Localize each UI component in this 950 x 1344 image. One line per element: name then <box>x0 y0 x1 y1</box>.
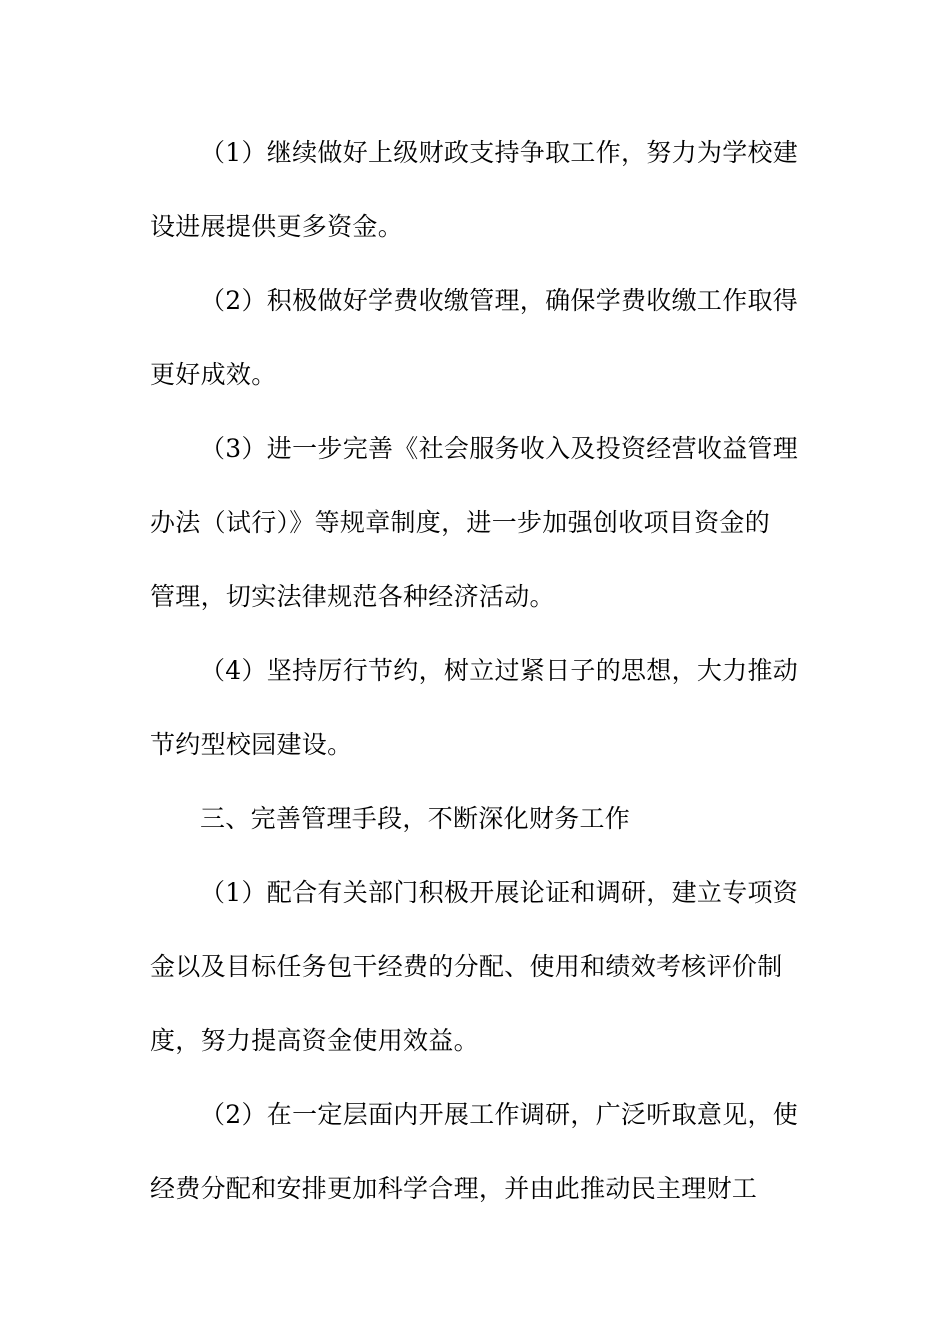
paragraph-3-line-1: （3）进一步完善《社会服务收入及投资经营收益管理 <box>200 434 799 463</box>
paragraph-3-line-2: 办法（试行）》等规章制度，进一步加强创收项目资金的 <box>150 508 771 537</box>
paragraph-5-line-3: 度，努力提高资金使用效益。 <box>150 1026 479 1055</box>
paragraph-1-line-2: 设进展提供更多资金。 <box>150 212 404 241</box>
paragraph-4-line-2: 节约型校园建设。 <box>150 730 353 759</box>
paragraph-1-line-1: （1）继续做好上级财政支持争取工作，努力为学校建 <box>200 138 799 167</box>
paragraph-6-line-2: 经费分配和安排更加科学合理，并由此推动民主理财工 <box>150 1174 758 1203</box>
section-heading: 三、完善管理手段，不断深化财务工作 <box>200 804 631 833</box>
paragraph-6-line-1: （2）在一定层面内开展工作调研，广泛听取意见，使 <box>200 1100 799 1129</box>
paragraph-5-line-1: （1）配合有关部门积极开展论证和调研，建立专项资 <box>200 878 799 907</box>
paragraph-2-line-1: （2）积极做好学费收缴管理，确保学费收缴工作取得 <box>200 286 799 315</box>
paragraph-4-line-1: （4）坚持厉行节约，树立过紧日子的思想，大力推动 <box>200 656 799 685</box>
paragraph-5-line-2: 金以及目标任务包干经费的分配、使用和绩效考核评价制 <box>150 952 783 981</box>
paragraph-3-line-3: 管理，切实法律规范各种经济活动。 <box>150 582 555 611</box>
paragraph-2-line-2: 更好成效。 <box>150 360 277 389</box>
